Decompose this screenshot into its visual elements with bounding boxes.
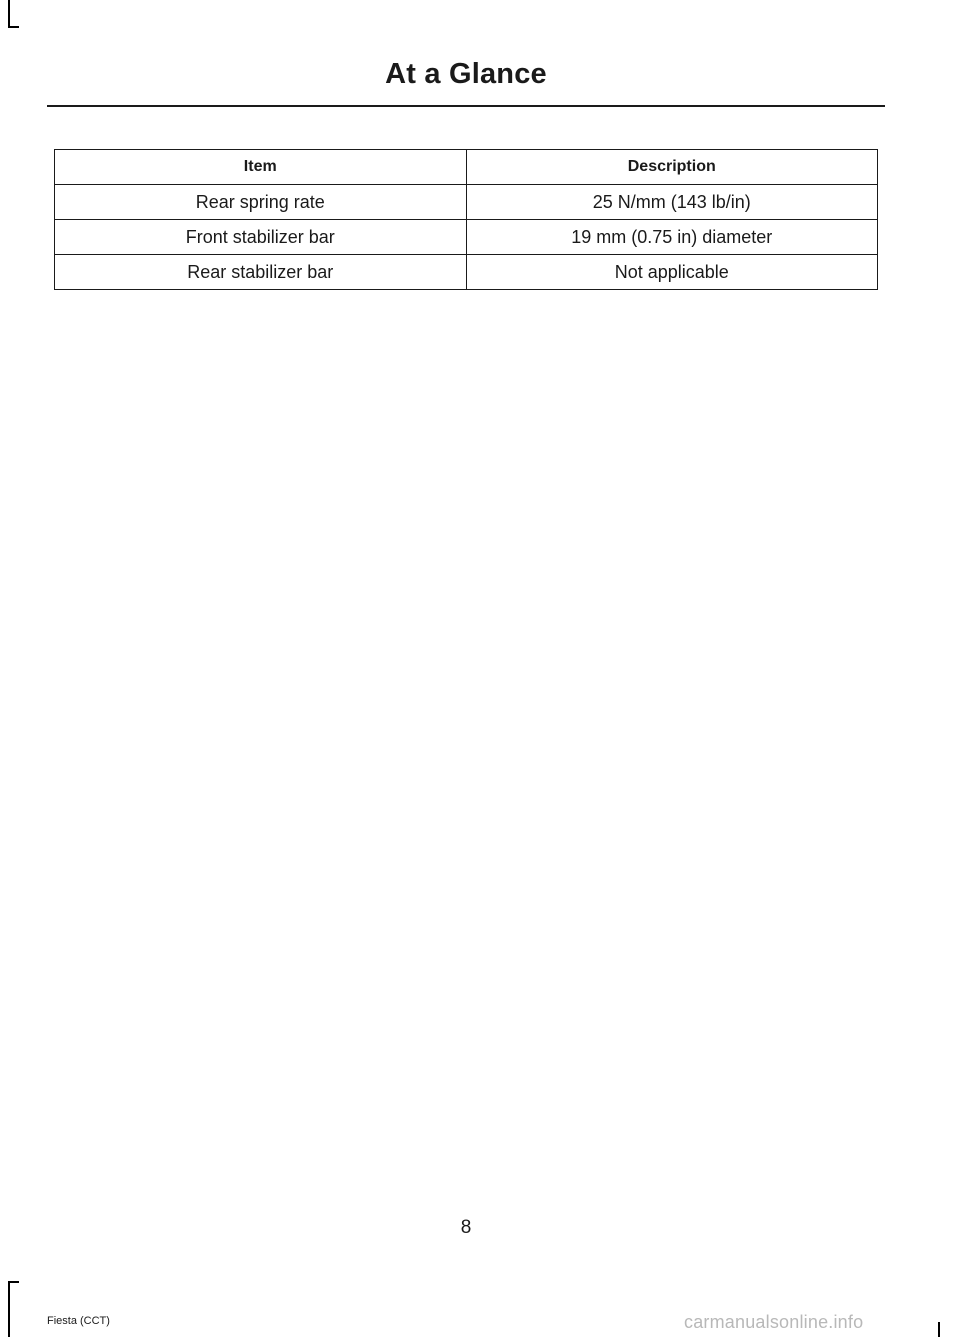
- item-cell: Front stabilizer bar: [55, 220, 467, 255]
- crop-mark-bottom-left-horizontal: [8, 1281, 19, 1283]
- crop-mark-bottom-right-vertical: [938, 1322, 940, 1337]
- page-title: At a Glance: [385, 58, 547, 90]
- crop-mark-top-left-vertical: [8, 0, 10, 28]
- table-row: [55, 220, 878, 255]
- page-number: 8: [460, 1217, 472, 1238]
- column-header-description: Description: [466, 150, 878, 185]
- crop-mark-top-left-horizontal: [8, 26, 19, 28]
- table-row: [55, 185, 878, 220]
- crop-mark-bottom-left-vertical: [8, 1281, 10, 1337]
- column-header-item: Item: [55, 150, 467, 185]
- description-cell: 25 N/mm (143 lb/in): [466, 185, 878, 220]
- description-cell: Not applicable: [466, 255, 878, 290]
- title-divider: [47, 105, 885, 107]
- table-header-row: [55, 150, 878, 185]
- footer-model-label: Fiesta (CCT): [47, 1315, 110, 1327]
- description-cell: 19 mm (0.75 in) diameter: [466, 220, 878, 255]
- watermark-text: carmanualsonline.info: [684, 1312, 864, 1332]
- table-row: [55, 255, 878, 290]
- specification-table: [54, 149, 878, 290]
- item-cell: Rear stabilizer bar: [55, 255, 467, 290]
- item-cell: Rear spring rate: [55, 185, 467, 220]
